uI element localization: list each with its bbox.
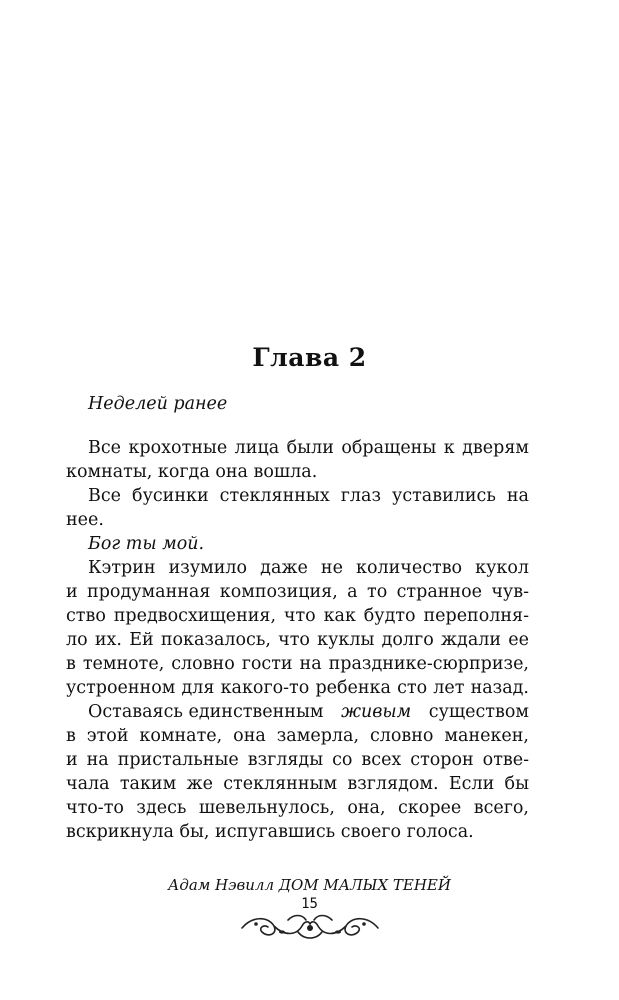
chapter-title: Глава 2	[252, 343, 367, 372]
text-line-10: в темноте, словно гости на празднике-сюрпризе,	[66, 654, 529, 674]
text-line-2: комнаты, когда она вошла.	[66, 462, 318, 482]
text-line-7: и продуманная композиция, а то странное чув-	[66, 582, 529, 602]
text-line-9: ло их. Ей показалось, что куклы долго ждали ее	[66, 630, 529, 650]
text-line-4: нее.	[66, 510, 104, 530]
text-line-14: и на пристальные взгляды со всех сторон отве-	[66, 750, 529, 770]
text-line-12-end: существом	[428, 702, 529, 722]
text-line-5: Бог ты мой.	[88, 534, 205, 554]
text-line-17: вскрикнула бы, испугавшись своего голоса.	[66, 822, 474, 842]
flourish-ornament-icon	[238, 912, 382, 942]
text-line-3: Все бусинки стеклянных глаз уставились на	[88, 486, 529, 506]
running-head: Адам Нэвилл ДОМ МАЛЫХ ТЕНЕЙ	[168, 876, 451, 894]
text-line-15: чала таким же стеклянным взглядом. Если бы	[66, 774, 529, 794]
text-line-12-emphasis: живым	[341, 702, 412, 722]
chapter-subtitle: Неделей ранее	[88, 394, 228, 414]
text-line-11: устроенном для какого-то ребенка сто лет назад.	[66, 678, 529, 698]
text-line-12-start: Оставаясь единственным	[88, 702, 324, 722]
text-line-6: Кэтрин изумило даже не количество кукол	[88, 558, 529, 578]
text-line-16: что-то здесь шевельнулось, она, скорее всего,	[66, 798, 529, 818]
text-line-1: Все крохотные лица были обращены к дверям	[88, 438, 529, 458]
text-line-13: в этой комнате, она замерла, словно манекен,	[66, 726, 529, 746]
text-line-8: ство предвосхищения, что как будто переполня-	[66, 606, 529, 626]
page-number: 15	[301, 896, 318, 912]
text-line-12	[88, 700, 529, 724]
